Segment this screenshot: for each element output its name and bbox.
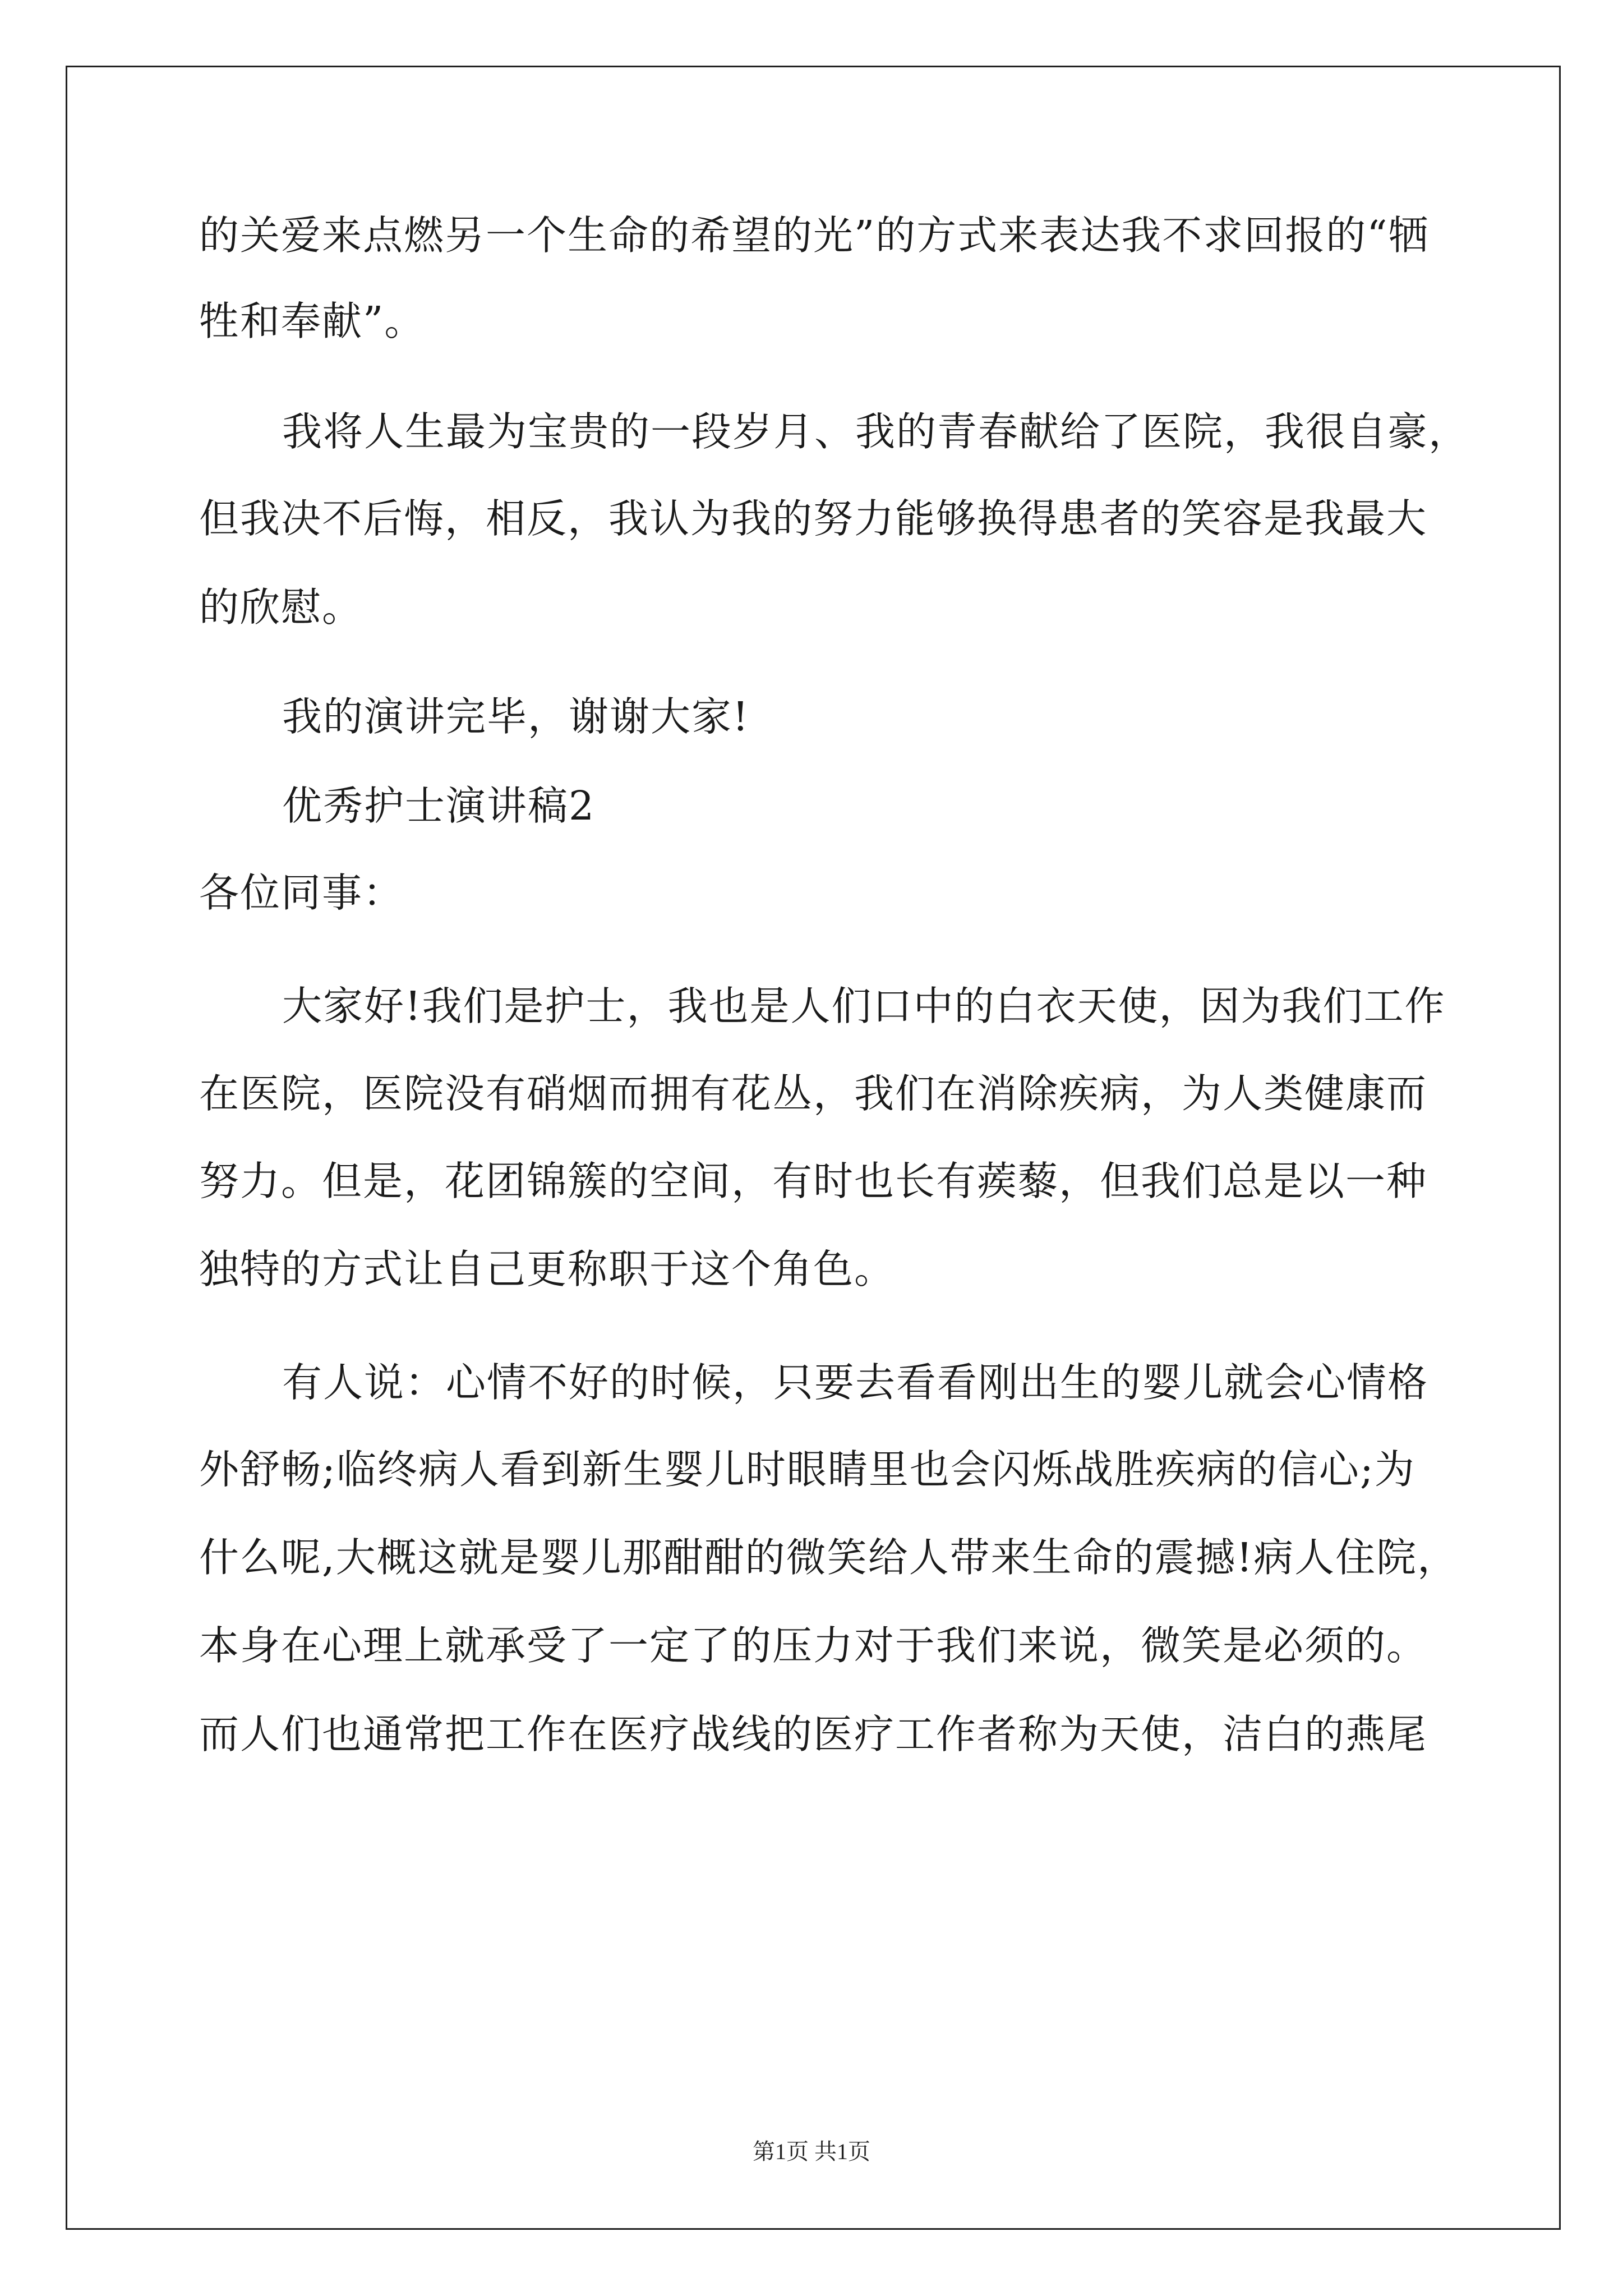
text-line: 牲和奉献”。: [199, 298, 426, 344]
text-line: 努力。但是，花团锦簇的空间，有时也长有蒺藜，但我们总是以一种: [199, 1158, 1428, 1204]
salutation: 各位同事：: [199, 869, 404, 916]
text-line: 独特的方式让自己更称职于这个角色。: [199, 1246, 896, 1292]
text-line: 的欣慰。: [199, 584, 363, 631]
text-line: 外舒畅;临终病人看到新生婴儿时眼睛里也会闪烁战胜疾病的信心;为: [199, 1446, 1415, 1493]
text-line: 什么呢,大概这就是婴儿那酣酣的微笑给人带来生命的震撼!病人住院，: [199, 1534, 1459, 1581]
text-line: 而人们也通常把工作在医疗战线的医疗工作者称为天使，洁白的燕尾: [199, 1711, 1428, 1757]
text-line: 但我决不后悔，相反，我认为我的努力能够换得患者的笑容是我最大: [199, 495, 1428, 542]
text-line: 在医院，医院没有硝烟而拥有花丛，我们在消除疾病，为人类健康而: [199, 1070, 1428, 1117]
paragraph-line: 有人说：心情不好的时候，只要去看看刚出生的婴儿就会心情格: [282, 1359, 1429, 1406]
paragraph-line: 我的演讲完毕，谢谢大家!: [282, 693, 750, 740]
page-number: 第1页 共1页: [753, 2139, 870, 2164]
paragraph-line: 大家好!我们是护士，我也是人们口中的白衣天使，因为我们工作: [282, 983, 1446, 1029]
section-heading: 优秀护士演讲稿2: [282, 783, 596, 829]
text-line: 的关爱来点燃另一个生命的希望的光”的方式来表达我不求回报的“牺: [199, 212, 1430, 259]
text-line: 本身在心理上就承受了一定了的压力对于我们来说，微笑是必须的。: [199, 1622, 1428, 1669]
paragraph-line: 我将人生最为宝贵的一段岁月、我的青春献给了医院，我很自豪，: [282, 408, 1470, 455]
